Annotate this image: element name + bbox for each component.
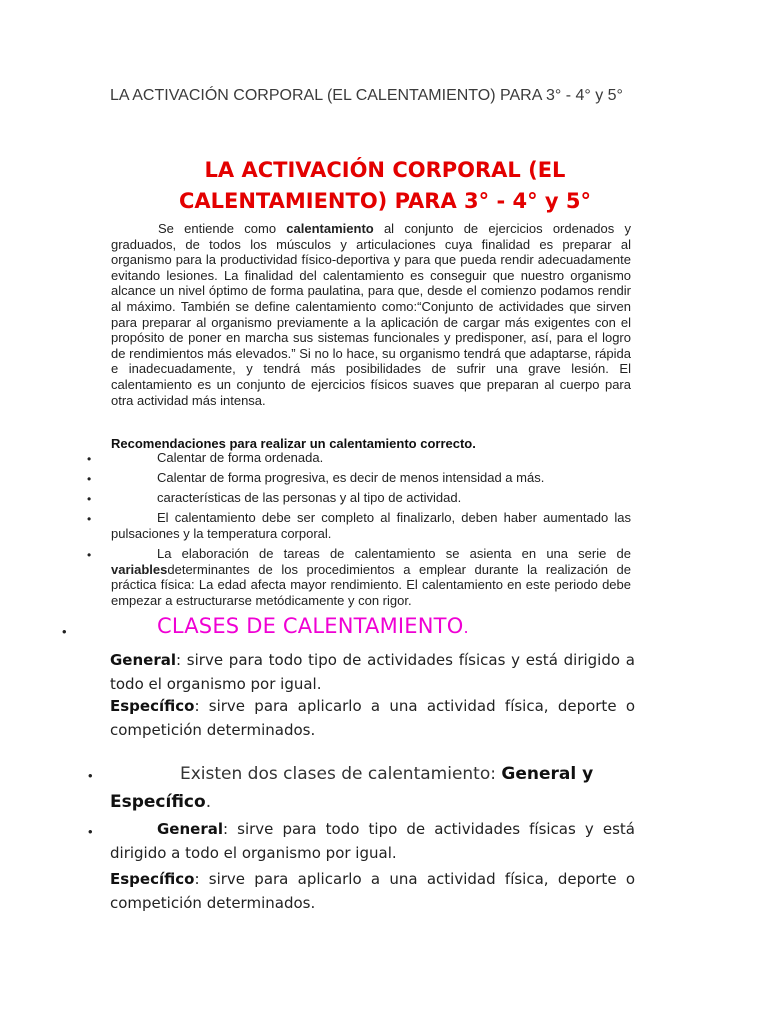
bullet-glyph: • <box>87 452 92 466</box>
general-definition: General: sirve para todo tipo de actividades físicas y está dirigido a todo el organismo por igual. <box>110 651 635 693</box>
document-header-title: LA ACTIVACIÓN CORPORAL (EL CALENTAMIENTO) PARA 3° - 4° y 5° <box>110 87 623 104</box>
general-label: General <box>110 651 176 669</box>
especifico-definition: Específico: sirve para aplicarlo a una actividad física, deporte o competición determinados. <box>110 697 635 739</box>
main-title <box>150 155 620 217</box>
especifico-definition-2: Específico: sirve para aplicarlo a una actividad física, deporte o competición determinados. <box>110 870 635 912</box>
bullet-glyph: • <box>87 512 92 526</box>
bullet-glyph: • <box>87 548 92 562</box>
general-label-2: General <box>157 820 223 838</box>
bullet-glyph: • <box>88 824 93 839</box>
especifico-label: Específico <box>110 697 195 715</box>
bullet-glyph: • <box>87 472 92 486</box>
especifico-label-2: Específico <box>110 870 195 888</box>
list-item-text: La elaboración de tareas de calentamiento se asienta en una serie de variablesdeterminantes de los procedimientos a emplear durante la realización de práctica física: La edad afecta mayor rendimiento. El calentamiento en este periodo debe empezar a estructurarse metódicamente y con rigor. <box>111 546 631 608</box>
intro-bold-term: calentamiento <box>286 221 374 236</box>
intro-text-2: al conjunto de ejercicios ordenados y graduados, de todos los músculos y articulaciones cuya finalidad es preparar al organismo para la productividad físico-deportiva y para que pueda rendir adecuadamente evitando lesiones. La finalidad del calentamiento es conseguir que nuestro organismo alcance un nivel óptimo de forma paulatina, para que, desde el comienzo podamos rendir al máximo. También se define calentamiento como:“Conjunto de actividades que sirven para preparar al organismo previamente a la aplicación de cargar más exigentes con el propósito de poner en marcha sus sistemas funcionales y predisponer, así, para el logro de rendimientos más elevados.” Si no lo hace, su organismo tendrá que adaptarse, rápida e inadecuadamente, y tendrá más posibilidades de sufrir una grave lesión. El calentamiento es un conjunto de ejercicios físicos suaves que preparan al cuerpo para otra actividad más intensa. <box>111 221 632 408</box>
general-definition-2: General: sirve para todo tipo de actividades físicas y está dirigido a todo el organismo por igual. <box>110 820 635 862</box>
recommendations-title: Recomendaciones para realizar un calentamiento correcto. <box>111 436 476 451</box>
bold-term-variables: variables <box>111 561 168 577</box>
bullet-glyph: • <box>88 768 93 783</box>
list-item-text: El calentamiento debe ser completo al finalizarlo, deben haber aumentado las pulsaciones y la temperatura corporal. <box>111 510 631 541</box>
list-item-text: características de las personas y al tipo de actividad. <box>157 490 462 505</box>
bullet-glyph: • <box>62 624 67 639</box>
list-item-text: Calentar de forma ordenada. <box>157 450 324 465</box>
intro-paragraph <box>111 221 631 408</box>
main-title-line-1: LA ACTIVACIÓN CORPORAL (EL <box>204 158 566 182</box>
intro-text-1: Se entiende como <box>158 221 287 236</box>
clases-section-title: CLASES DE CALENTAMIENTO. <box>157 614 469 638</box>
bullet-glyph: • <box>87 492 92 506</box>
list-item-text: Calentar de forma progresiva, es decir de menos intensidad a más. <box>157 470 545 485</box>
existen-bold-especifico: Específico <box>110 792 206 812</box>
existen-paragraph: Existen dos clases de calentamiento: General y Específico. <box>110 764 594 812</box>
existen-bold-general: General y <box>501 764 594 784</box>
main-title-line-2: CALENTAMIENTO) PARA 3° - 4° y 5° <box>178 189 592 213</box>
